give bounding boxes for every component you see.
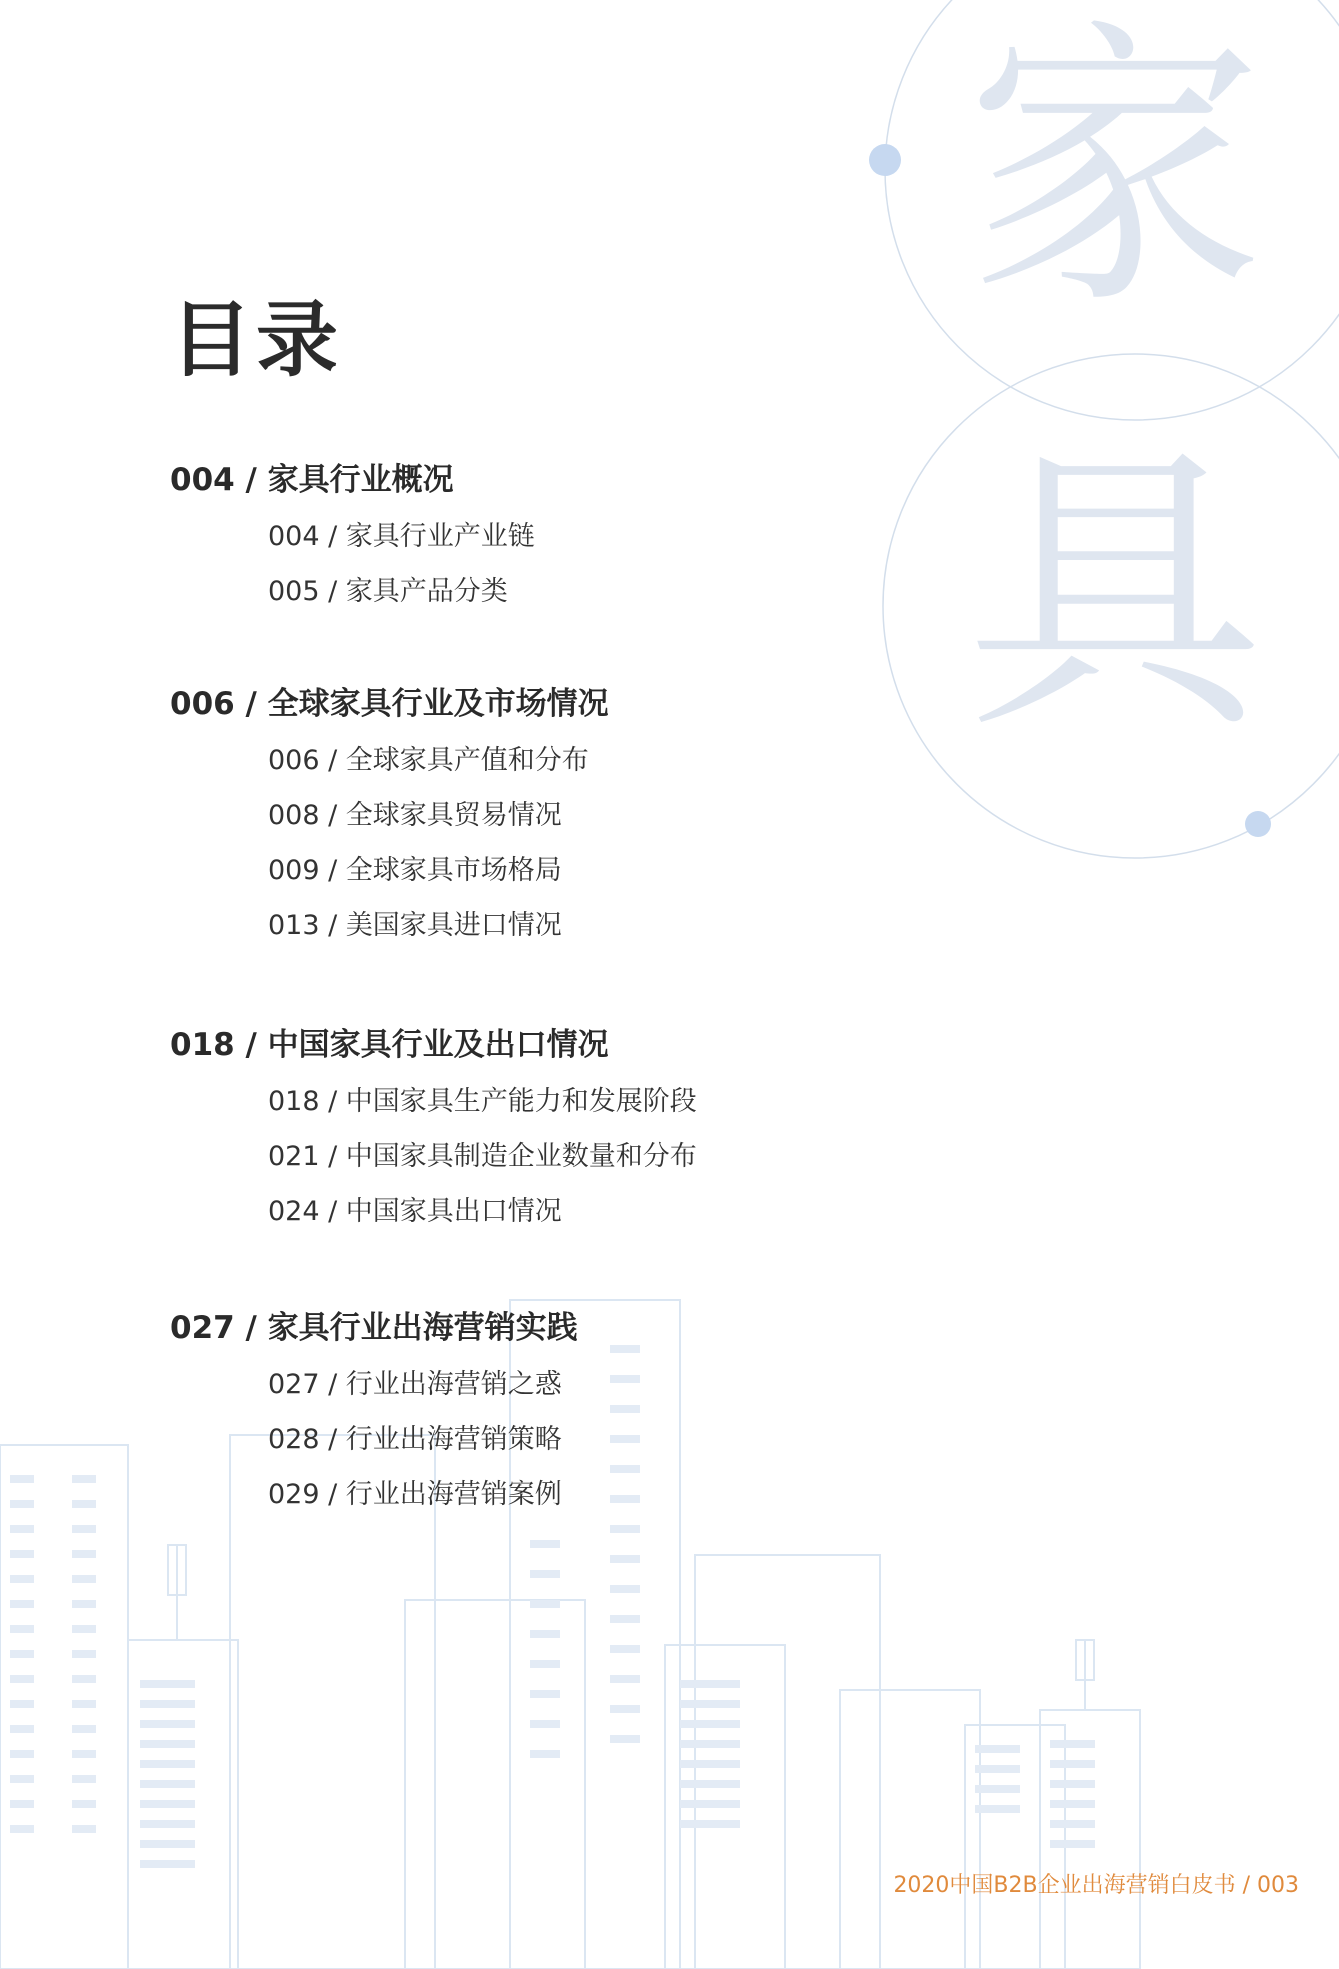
toc-item[interactable]: 009 / 全球家具市场格局 (268, 855, 562, 887)
section-heading[interactable]: 027 / 家具行业出海营销实践 (170, 1310, 578, 1346)
deco-dot-right (1245, 811, 1271, 837)
toc-item[interactable]: 018 / 中国家具生产能力和发展阶段 (268, 1086, 697, 1118)
toc-item[interactable]: 021 / 中国家具制造企业数量和分布 (268, 1141, 697, 1173)
page-footer: 2020中国B2B企业出海营销白皮书 / 003 (893, 1873, 1299, 1898)
toc-section-2 (170, 686, 609, 944)
toc-section-3 (170, 1027, 697, 1229)
big-char-ju: 具 (965, 420, 1265, 769)
toc-item[interactable]: 004 / 家具行业产业链 (268, 521, 535, 553)
section-heading[interactable]: 004 / 家具行业概况 (170, 462, 454, 498)
toc-item[interactable]: 005 / 家具产品分类 (268, 576, 508, 608)
deco-dot-left (869, 144, 901, 176)
section-heading[interactable]: 018 / 中国家具行业及出口情况 (170, 1027, 609, 1063)
toc-item[interactable]: 029 / 行业出海营销案例 (268, 1479, 562, 1511)
toc-item[interactable]: 008 / 全球家具贸易情况 (268, 800, 562, 832)
toc-section-4 (170, 1310, 578, 1512)
big-char-jia: 家 (965, 0, 1265, 344)
toc-item[interactable]: 027 / 行业出海营销之惑 (268, 1369, 562, 1401)
toc-section-1 (170, 462, 535, 609)
toc-item[interactable]: 024 / 中国家具出口情况 (268, 1196, 562, 1228)
toc-item[interactable]: 006 / 全球家具产值和分布 (268, 745, 589, 777)
section-heading[interactable]: 006 / 全球家具行业及市场情况 (170, 686, 609, 722)
toc-item[interactable]: 028 / 行业出海营销策略 (268, 1424, 562, 1456)
toc-item[interactable]: 013 / 美国家具进口情况 (268, 910, 562, 942)
page-title: 目录 (170, 293, 343, 388)
